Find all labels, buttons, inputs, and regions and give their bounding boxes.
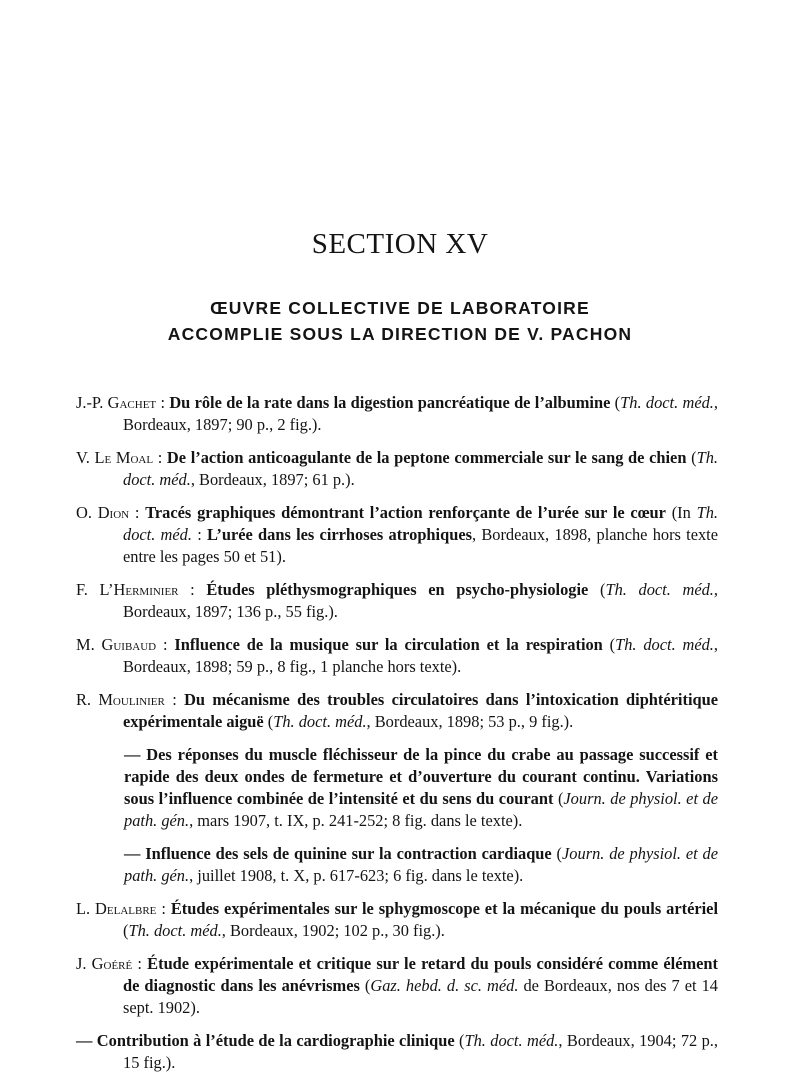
entry-author: J. Goéré bbox=[76, 954, 133, 973]
bibliography-entry bbox=[76, 447, 718, 491]
entry-author: R. Moulinier bbox=[76, 690, 165, 709]
bibliography-sub-entry bbox=[76, 744, 718, 832]
entry-separator: : bbox=[178, 580, 207, 599]
entry-title: — Contribution à l’étude de la cardiographie clinique bbox=[76, 1031, 455, 1050]
entry-author: O. Dion bbox=[76, 503, 130, 522]
bibliography-entry bbox=[76, 689, 718, 733]
entry-pub-rest: , Bordeaux, 1898; 59 p., 8 fig., 1 planche hors texte). bbox=[123, 635, 719, 676]
collection-heading-line-1: ŒUVRE COLLECTIVE DE LABORATOIRE bbox=[210, 298, 590, 318]
entry-pub-open: ( bbox=[359, 976, 371, 995]
entry-pub-rest: , Bordeaux, 1898, planche hors texte entre les pages 50 et 51). bbox=[123, 525, 719, 566]
entry-separator: : bbox=[132, 954, 148, 973]
sub-entry-pub-open: ( bbox=[551, 844, 563, 863]
entry-pub-open: ( bbox=[686, 448, 697, 467]
entry-title: Étude expérimentale et critique sur le retard du pouls considéré comme élément de diagnostic dans les anévrismes bbox=[123, 954, 719, 995]
entry-separator: : bbox=[164, 690, 185, 709]
entry-pub-italic: Gaz. hebd. d. sc. méd. bbox=[370, 976, 519, 995]
entry-subtitle: L’urée dans les cirrhoses atrophiques bbox=[207, 525, 472, 544]
bibliography-entry bbox=[76, 1030, 718, 1074]
entry-pub-rest: , Bordeaux, 1902; 102 p., 30 fig.). bbox=[221, 921, 445, 940]
entry-title: Études expérimentales sur le sphygmoscope et la mécanique du pouls artériel bbox=[170, 899, 718, 918]
sub-entry-title: — Influence des sels de quinine sur la contraction cardiaque bbox=[124, 844, 552, 863]
collection-heading-line-2: ACCOMPLIE SOUS LA DIRECTION DE V. PACHON bbox=[167, 324, 633, 344]
bibliography-entry bbox=[76, 898, 718, 942]
entry-pub-open: ( bbox=[263, 712, 274, 731]
entry-pub-open: ( bbox=[123, 921, 129, 940]
entry-title: De l’action anticoagulante de la peptone commerciale sur le sang de chien bbox=[166, 448, 687, 467]
entry-pub-italic: Th. doct. méd. bbox=[128, 921, 222, 940]
entry-pub-open: (In bbox=[665, 503, 697, 522]
entry-separator: : bbox=[156, 899, 171, 918]
entry-pub-italic: Th. doct. méd. bbox=[615, 635, 714, 654]
entry-pub-rest: , Bordeaux, 1897; 61 p.). bbox=[190, 470, 355, 489]
entry-author: F. L’Herminier bbox=[76, 580, 179, 599]
entry-author: M. Guibaud bbox=[76, 635, 157, 654]
entry-pub-italic: Th. doct. méd. bbox=[123, 448, 718, 489]
entry-pub-rest: , Bordeaux, 1904; 72 p., 15 fig.). bbox=[123, 1031, 718, 1072]
bibliography-list bbox=[76, 392, 718, 1085]
entry-pub-rest: , Bordeaux, 1897; 90 p., 2 fig.). bbox=[123, 393, 719, 434]
entry-title: Du rôle de la rate dans la digestion pancréatique de l’albumine bbox=[169, 393, 611, 412]
sub-entry-pub-open: ( bbox=[553, 789, 564, 808]
entry-pub-mid: : bbox=[191, 525, 207, 544]
entry-pub-open: ( bbox=[588, 580, 606, 599]
sub-entry-pub-rest: , mars 1907, t. IX, p. 241-252; 8 fig. dans le texte). bbox=[189, 811, 523, 830]
entry-title: Tracés graphiques démontrant l’action renforçante de l’urée sur le cœur bbox=[145, 503, 666, 522]
entry-pub-open: ( bbox=[610, 393, 621, 412]
entry-pub-italic: Th. doct. méd. bbox=[273, 712, 367, 731]
sub-entry-pub-italic: Journ. de physiol. et de path. gén. bbox=[124, 844, 719, 885]
entry-title: Du mécanisme des troubles circulatoires dans l’intoxication diphtéritique expérimentale aiguë bbox=[123, 690, 719, 731]
bibliography-entry bbox=[76, 579, 718, 623]
sub-entry-title: — Des réponses du muscle fléchisseur de la pince du crabe au passage successif et rapide des deux ondes de fermeture et d’ouverture du courant continu. Variations sous l’influence combinée de l’intensité et du sens du courant bbox=[124, 745, 718, 808]
sub-entry-pub-italic: Journ. de physiol. et de path. gén. bbox=[124, 789, 718, 830]
entry-separator: : bbox=[156, 393, 170, 412]
entry-separator: : bbox=[129, 503, 146, 522]
entry-author: J.-P. Gachet bbox=[76, 393, 157, 412]
bibliography-entry bbox=[76, 953, 718, 1019]
entry-title: Études pléthysmographiques en psycho-physiologie bbox=[206, 580, 589, 599]
entry-separator: : bbox=[153, 448, 167, 467]
sub-entry-pub-rest: , juillet 1908, t. X, p. 617-623; 6 fig. dans le texte). bbox=[189, 866, 524, 885]
entry-pub-rest: de Bordeaux, nos des 7 et 14 sept. 1902). bbox=[123, 976, 718, 1017]
entry-pub-open: ( bbox=[602, 635, 616, 654]
bibliography-entry bbox=[76, 392, 718, 436]
entry-pub-rest: , Bordeaux, 1897; 136 p., 55 fig.). bbox=[123, 580, 718, 621]
entry-pub-italic: Th. doct. méd. bbox=[123, 503, 719, 544]
bibliography-sub-entry bbox=[76, 843, 718, 887]
entry-pub-open: ( bbox=[454, 1031, 465, 1050]
entry-title: Influence de la musique sur la circulation et la respiration bbox=[174, 635, 603, 654]
section-title: SECTION XV bbox=[311, 228, 489, 260]
entry-pub-rest: , Bordeaux, 1898; 53 p., 9 fig.). bbox=[366, 712, 574, 731]
entry-pub-italic: Th. doct. méd. bbox=[605, 580, 714, 599]
entry-pub-italic: Th. doct. méd. bbox=[620, 393, 714, 412]
bibliography-entry bbox=[76, 502, 718, 568]
entry-separator: : bbox=[156, 635, 175, 654]
entry-author: V. Le Moal bbox=[76, 448, 154, 467]
bibliography-entry bbox=[76, 634, 718, 678]
entry-author: L. Delalbre bbox=[76, 899, 157, 918]
entry-pub-italic: Th. doct. méd. bbox=[464, 1031, 559, 1050]
